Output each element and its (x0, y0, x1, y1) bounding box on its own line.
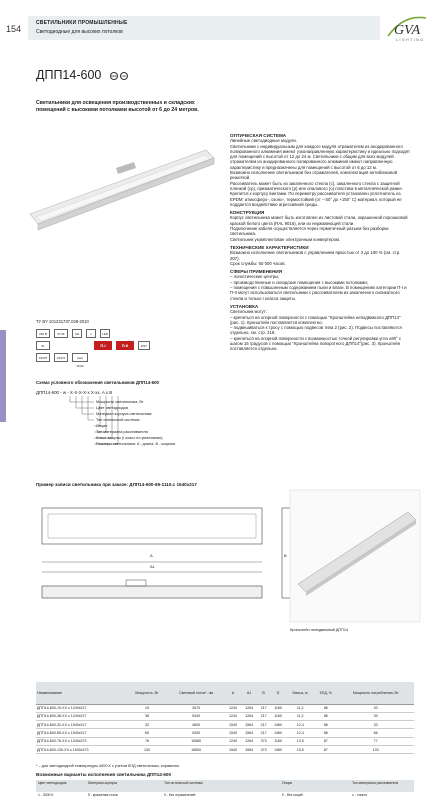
cell: 1264 (241, 704, 257, 712)
cell: 133 (337, 745, 414, 753)
install-text-4: – крепиться на опорной поверхности с возможностью точной регулировки угла ±90° с шагом 15 градусов с помощью "Кронштейна поворотного ДПП14"(рис. 3). Кронштейн поставляется отдельно. (230, 335, 402, 352)
scheme-item: Класс защиты (I класс по умолчанию) (96, 436, 163, 440)
tech-text-1: Возможно исполнение светильников с управлением яркостью от 3 до 100 % (см. стр. 207). (230, 250, 401, 261)
cell: ДПП14-600-32-XX.с 1540х217 (36, 721, 127, 729)
cell: 86 (314, 729, 337, 737)
cell: 39 (337, 712, 414, 720)
new-badge-icon: NEW (110, 72, 118, 80)
optical-heading: ОПТИЧЕСКАЯ СИСТЕМА (230, 133, 287, 138)
col-header: Световой поток*, лм (167, 682, 225, 704)
cell: 1160 (270, 712, 286, 720)
col-header: Масса, кг (286, 682, 314, 704)
description-column (230, 130, 410, 352)
construction-text-1: Корпус светильника может быть изготовлен из листовой стали, окрашенной порошковой краской белого цвета (RAL 9016), или из нержавеющей стали. (230, 215, 408, 226)
table-row (36, 745, 414, 753)
ce-mark-icon: CE (72, 329, 82, 338)
cell: 1460 (270, 745, 286, 753)
cell: 86 (314, 712, 337, 720)
cell: 18500 (167, 745, 225, 753)
cell: 38 (127, 712, 168, 720)
est-icon: EST (138, 341, 150, 350)
cell: 65 (127, 729, 168, 737)
spec-table (36, 682, 414, 754)
cell: 4600 (167, 721, 225, 729)
scheme-item: Размеры светильника: A - длина, B - ширина (96, 442, 176, 446)
col-header: Мощность, Вт (127, 682, 168, 704)
cell: 1564 (241, 745, 257, 753)
cell: 130 (127, 745, 168, 753)
cell: 1460 (270, 721, 286, 729)
cell: ДПП14-600-130-XX.с 1540х373 (36, 745, 127, 753)
cell: 87 (314, 745, 337, 753)
variants-col-header: Тип оптической системы (164, 781, 203, 785)
cell: 1540 (225, 729, 241, 737)
scheme-item: Опции (96, 424, 108, 428)
cell: 13,5 (286, 737, 314, 745)
cell: 217 (257, 712, 270, 720)
scheme-item: Цвет светодиодов (96, 406, 128, 410)
power-factor-icon: скат ±0,92 (72, 353, 88, 362)
cell: 1540 (225, 721, 241, 729)
col-header: Мощность потребления, Вт (337, 682, 414, 704)
table-row (36, 712, 414, 720)
col-header: D (270, 682, 286, 704)
install-text-1: Светильник могут: (230, 309, 267, 315)
variant-option: 0 - без отражателей (164, 793, 196, 797)
dim-a1-label: A1 (150, 564, 155, 569)
cell: 1540 (225, 745, 241, 753)
cell: 86 (314, 704, 337, 712)
svg-text:GVA: GVA (394, 23, 421, 38)
install-text-3: – подвешиваться к тросу с помощью подвесов типа 2 (рис. 2). Подвесы поставляются отдельно, см. стр. 219; (230, 325, 402, 336)
voltage-icon: 220 В (36, 329, 50, 338)
optical-text-3: Возможно исполнение светильников без отражателей, комплектация антибликовой решеткой. (230, 170, 398, 181)
cell: 1240 (225, 712, 241, 720)
dim-a-label: A (150, 553, 153, 558)
cell: 15,5 (286, 745, 314, 753)
install-heading: УСТАНОВКА (230, 303, 259, 309)
cell: 1264 (241, 712, 257, 720)
scheme-code: ДПП14-600 - w - X-X-X-X-x X-xx. A х В (36, 390, 113, 395)
zone-p1-icon: П-I (94, 341, 112, 350)
cell: 33 (337, 721, 414, 729)
tech-heading: ТЕХНИЧЕСКИЕ ХАРАКТЕРИСТИКИ (230, 244, 309, 250)
cell: 217 (257, 704, 270, 712)
cell: ДПП14-600-19-XX.с 1240х217 (36, 704, 127, 712)
table-footnote: * – для светодиодной температуры 4000 К с учетом КПД светильника, справочно (36, 764, 180, 768)
product-intro: Светильники для освещения производственных и складских помещений с высокими потолками высотой от 6 до 24 метров. (36, 100, 199, 113)
product-title: ДПП14-600 (36, 68, 102, 82)
page-number: 154 (6, 24, 22, 34)
cell: 77 (337, 737, 414, 745)
variant-option: 5 - крашеная сталь (88, 793, 119, 797)
variants-title: Возможные варианты исполнения светильника ДПП14-600 (36, 772, 172, 777)
scheme-item: Мощность светильника, Вт (96, 400, 144, 404)
col-header: A (225, 682, 241, 704)
cell: 373 (257, 745, 270, 753)
variants-col-header: Тип материала рассеивателя (352, 781, 399, 785)
tech-text-2: Срок службы: 60 000 часов. (230, 260, 286, 266)
construction-text-2: Подключение кабеля осуществляется через герметичный разъем без разборки светильника. (230, 226, 389, 237)
cell: 12,4 (286, 729, 314, 737)
col-header: КПД, % (314, 682, 337, 704)
cell: 1564 (241, 721, 257, 729)
cell: 12,4 (286, 721, 314, 729)
col-header: Наименование (36, 682, 127, 704)
cell: 1240 (225, 704, 241, 712)
temp-range-icon: 10475 (36, 353, 50, 362)
col-header: A1 (241, 682, 257, 704)
temp-range-icon-2: 10472 (54, 353, 68, 362)
cell: 20 (337, 704, 414, 712)
section-title: СВЕТИЛЬНИКИ ПРОМЫШЛЕННЫЕ (36, 20, 128, 26)
cell: 217 (257, 721, 270, 729)
variants-table (36, 780, 414, 800)
applications-text-3: – помещения с повышенным содержанием пыли и влаги. В помещениях категории П-I и П-II могут использоваться светильники с рассеивателем из закаленного силикатного стекла и только I класса защиты. (230, 285, 407, 301)
side-accent-bar (0, 330, 6, 422)
scheme-item: Тип оптической системы (96, 418, 140, 422)
cell: ДПП14-600-38-XX.с 1240х217 (36, 712, 127, 720)
cell: 86 (314, 721, 337, 729)
cell: 76 (127, 737, 168, 745)
class-icon: □ (86, 329, 96, 338)
optical-text-1: Линейные светодиодные модули. (230, 138, 297, 144)
optical-text-2: Светильники с индивидуальным для каждого модуля отражателем из анодированного полированного алюминия имеют узконаправленную характеристику и идеально подходят для помещений с высотой от 12 до 24 м. Светильники с общим для всех модулей отражателем из анодированного полированного алюминия имеют направленную характеристику и предназначены для помещений с высотой от 6 до 12 м. (230, 143, 410, 170)
variant-option: 1 - 3000 К (38, 793, 54, 797)
cell: 32 (127, 721, 168, 729)
construction-text-3: Светильник укомплектован электронным конвертером. (230, 236, 341, 242)
variant-option: с - стекло (352, 793, 368, 797)
led-icon: LED (100, 329, 110, 338)
cell: 217 (257, 729, 270, 737)
cell: 1264 (241, 737, 257, 745)
cell: 9250 (167, 729, 225, 737)
applications-text-1: – логистические центры; (230, 274, 280, 280)
cell: 66 (337, 729, 414, 737)
table-row (36, 737, 414, 745)
cell: 1160 (270, 737, 286, 745)
table-row (36, 729, 414, 737)
order-example: Пример записи светильника при заказе: ДПП14-600-65-1110.с 1540х217 (36, 482, 197, 487)
tu-code: ТУ BY 101231737.028-2010 (36, 319, 89, 324)
led-badge-icon: LED (120, 72, 128, 80)
technical-drawing (36, 488, 426, 688)
variants-col-header: Цвет светодиодов (38, 781, 67, 785)
install-text-2: – крепиться на опорной поверхности с помощью "Кронштейна неподвижного ДПП14"(рис. 1). Кронштейн поставляется комплектно; (230, 314, 401, 325)
ip-rating-icon: IP 66 (54, 329, 68, 338)
cell: 87 (314, 737, 337, 745)
table-header-row (36, 682, 414, 704)
zone-p2-icon: П-II (116, 341, 134, 350)
cell: 2670 (167, 704, 225, 712)
variant-option: 0 - без опций (282, 793, 303, 797)
section-subtitle: Светодиодные для высоких потолков (36, 29, 123, 35)
cell: 11,2 (286, 712, 314, 720)
logo-subtext: LIGHTING (396, 38, 425, 42)
cell: 373 (257, 737, 270, 745)
cell: ДПП14-600-65-XX.с 1540х217 (36, 729, 127, 737)
applications-heading: СФЕРЫ ПРИМЕНЕНИЯ (230, 269, 283, 275)
cell: 10680 (167, 737, 225, 745)
cell: 11,2 (286, 704, 314, 712)
col-header: B (257, 682, 270, 704)
table-row (36, 721, 414, 729)
optical-text-4: Рассеиватель может быть из закаленного стекла (с), закаленного стекла с защитной пленкой (ср), призматического (р) или опалового (о) пластика в металлической рамке. Крепится к корпусу винтами. По периметру рассеивателя установлен уплотнитель из EPDM: атмосферо-, озоно-, термостойкий (от – 50° до +150° С) материал, который не поддается воздействию агрессивной среды. (230, 180, 403, 207)
bracket-caption: Кронштейн неподвижный ДПП14 (290, 628, 349, 632)
cell: ДПП14-600-76-XX.с 1240х373 (36, 737, 127, 745)
scheme-item: Тип материала рассеивателя (96, 430, 148, 434)
dim-b-label: B (284, 553, 287, 558)
variants-col-header: Опции (282, 781, 293, 785)
table-row (36, 704, 414, 712)
luminaire-photo (16, 128, 222, 244)
cell: 19 (127, 704, 168, 712)
cell: 5340 (167, 712, 225, 720)
variants-col-header: Материал корпуса (88, 781, 118, 785)
applications-text-2: – производственные и складские помещения с высокими потолками; (230, 279, 368, 285)
cell: 1460 (270, 729, 286, 737)
construction-heading: КОНСТРУКЦИЯ (230, 210, 265, 216)
cell: 1564 (241, 729, 257, 737)
cell: 1240 (225, 737, 241, 745)
scheme-item: Материал корпуса светильника (96, 412, 152, 416)
ik-icon: IK (36, 341, 50, 350)
scheme-title: Схема условного обозначения светильников ДПП14-600 (36, 380, 159, 385)
cell: 1160 (270, 704, 286, 712)
